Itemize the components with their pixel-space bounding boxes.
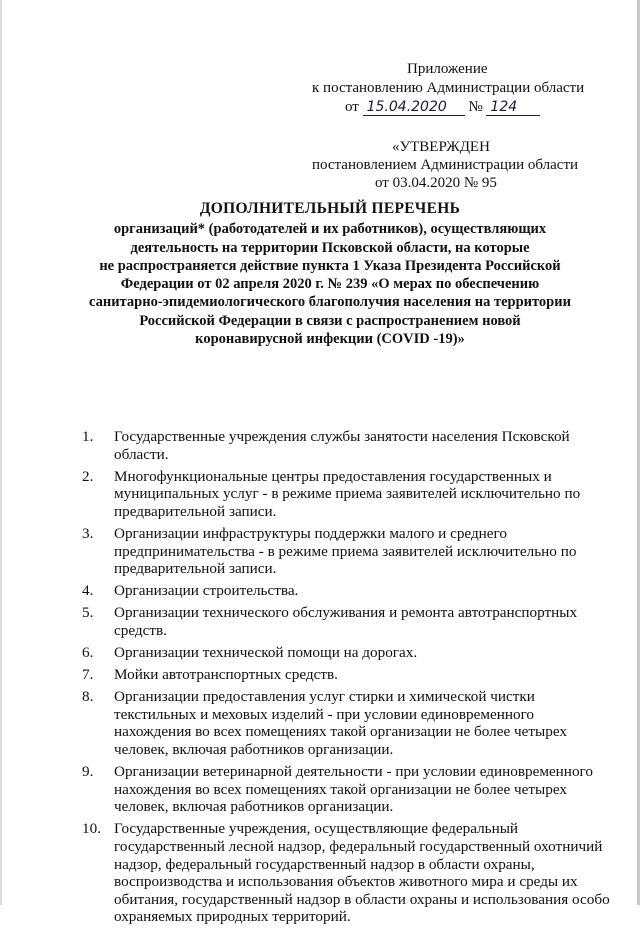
item-text: Организации строительства. [114, 582, 299, 600]
list-item [82, 604, 612, 639]
item-text: Мойки автотранспортных средств. [114, 666, 338, 684]
item-text: Многофункциональные центры предоставления государственных и муниципальных услуг - в режиме приема заявителей исключительно по предварительной записи. [114, 467, 581, 520]
item-number: 8. [82, 688, 94, 706]
date-prefix: от [345, 99, 359, 115]
list-item [82, 468, 612, 521]
item-text: Государственные учреждения службы занятости населения Псковской области. [114, 428, 570, 463]
item-text: Государственные учреждения, осуществляющие федеральный государственный лесной надзор, федеральный государственный охотничий надзор, федеральный государственный надзор в области охраны, воспроизводства и использования объектов животного мира и среды их обитания, государственный надзор в области охраны и использования особо охраняемых природных территорий. [114, 820, 610, 926]
list-item [82, 820, 612, 926]
title-line: санитарно-эпидемиологического благополучия населения на территории [89, 294, 571, 311]
item-number: 3. [82, 524, 94, 542]
item-text: Организации технического обслуживания и ремонта автотранспортных средств. [114, 604, 578, 639]
number-prefix: № [468, 99, 483, 115]
title-line: организаций* (работодателей и их работников), осуществляющих [113, 221, 547, 238]
title-line: не распространяется действие пункта 1 Указа Президента Российской [99, 257, 561, 274]
item-text: Организации инфраструктуры поддержки малого и среднего предпринимательства - в режиме приема заявителей исключительно по предварительной записи. [114, 524, 577, 578]
handwritten-number: 124 [486, 99, 540, 116]
list-item [82, 688, 612, 758]
item-number: 10. [82, 820, 101, 838]
handwritten-date: 15.04.2020 [363, 99, 465, 116]
document-title [60, 200, 600, 348]
appendix-header [300, 60, 620, 117]
approved-header [300, 138, 620, 192]
list-item [82, 525, 612, 578]
list-item [82, 763, 612, 816]
approved-reference: постановлением Администрации области [312, 157, 579, 173]
appendix-date-line [300, 98, 620, 117]
title-line: деятельность на территории Псковской области, на которые [130, 239, 530, 256]
item-text: Организации ветеринарной деятельности - при условии единовременного нахождения во всех помещениях такой организации не более четырех человек, включая работников организации. [114, 763, 593, 816]
item-text: Организации технической помощи на дорогах. [114, 644, 418, 662]
title-line: Федерации от 02 апреля 2020 г. № 239 «О мерах по обеспечению [120, 276, 540, 293]
approved-date: от 03.04.2020 № 95 [375, 175, 497, 191]
title-line: Российской Федерации в связи с распространением новой [139, 312, 521, 329]
item-number: 6. [82, 644, 94, 662]
item-number: 7. [82, 666, 94, 684]
organization-list [82, 428, 612, 930]
item-number: 1. [82, 428, 94, 445]
title-line: коронавирусной инфекции (COVID -19)» [195, 331, 465, 348]
item-number: 4. [82, 582, 94, 600]
item-number: 9. [82, 763, 94, 781]
item-number: 5. [82, 604, 94, 622]
approved-label: «УТВЕРЖДЕН [392, 139, 490, 155]
title-main: ДОПОЛНИТЕЛЬНЫЙ ПЕРЕЧЕНЬ [199, 200, 461, 217]
list-item [82, 666, 612, 684]
scan-edge-left [0, 0, 2, 905]
item-text: Организации предоставления услуг стирки и химической чистки текстильных и меховых изделий - при условии единовременного нахождения во всех помещениях такой организации не более четырех человек, включая работников организации. [114, 688, 567, 758]
list-item [82, 582, 612, 600]
item-number: 2. [82, 467, 94, 485]
list-item [82, 644, 612, 662]
list-item [82, 428, 612, 463]
appendix-label: Приложение [407, 61, 488, 77]
appendix-reference: к постановлению Администрации области [312, 80, 585, 96]
